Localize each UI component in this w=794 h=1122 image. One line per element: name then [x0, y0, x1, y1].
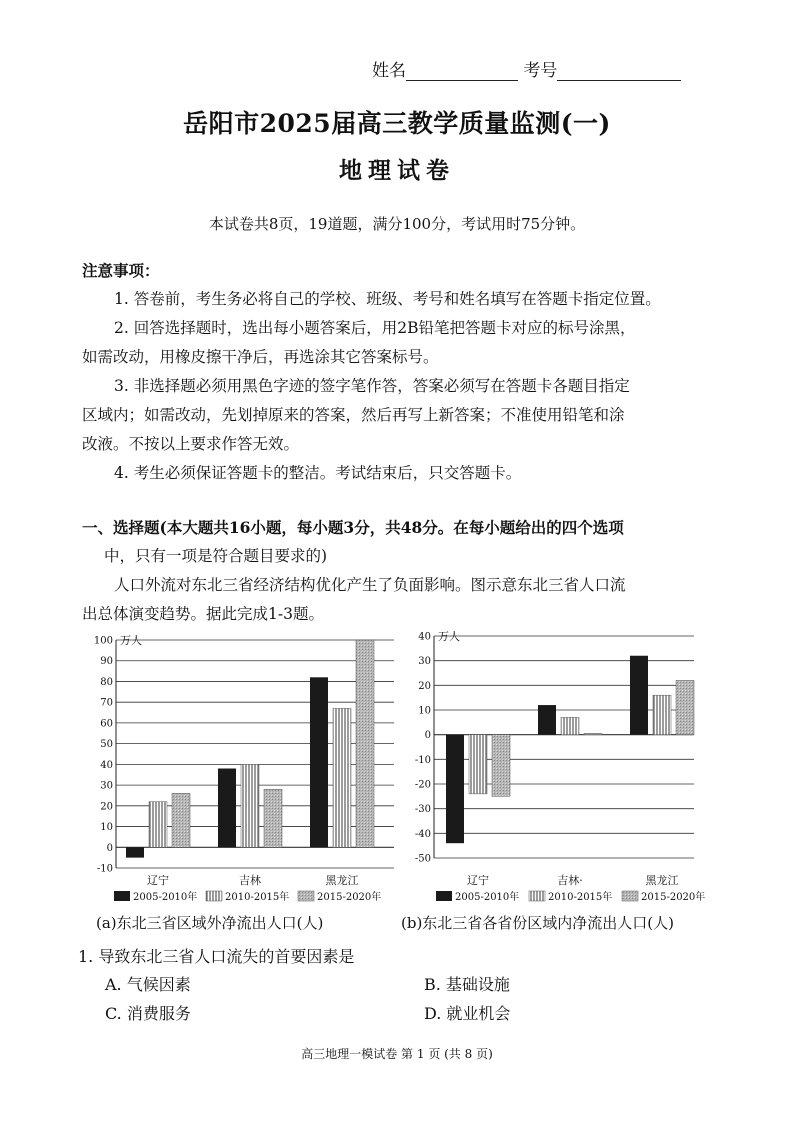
bar-1-series-1 [446, 735, 464, 844]
question-1-stem: 1. 导致东北三省人口流失的首要因素是 [78, 947, 355, 966]
notice-item-2b: 如需改动，用橡皮擦干净后，再选涂其它答案标号。 [82, 348, 439, 366]
notice-item-3b: 区域内；如需改动，先划掉原来的答案，然后再写上新答案；不准使用铅笔和涂 [82, 406, 625, 424]
y-tick-label: 0 [424, 730, 431, 742]
name-label: 姓名 [372, 61, 406, 81]
y-tick-label: 90 [100, 656, 113, 668]
x-category-label: 辽宁 [467, 874, 489, 887]
chart-a-caption: (a)东北三省区域外净流出人口(人) [96, 914, 324, 932]
bar-1-series-2 [149, 802, 167, 848]
bar-2-series-2 [561, 717, 579, 734]
notice-item-2a: 2. 回答选择题时，选出每小题答案后，用2B铅笔把答题卡对应的标号涂黑， [114, 319, 636, 337]
y-tick-label: 30 [100, 780, 113, 792]
chart-a-outflow-outside [80, 628, 400, 913]
bar-2-series-2 [241, 764, 259, 847]
legend-swatch-3 [298, 891, 314, 901]
name-blank[interactable] [406, 62, 518, 81]
legend-swatch-3 [622, 891, 638, 901]
bar-3-series-1 [630, 656, 648, 735]
x-category-label: 吉林 [239, 874, 261, 887]
exam-subtitle: 地理试卷 [339, 157, 455, 184]
y-tick-label: 60 [100, 718, 113, 730]
y-tick-label: -30 [414, 804, 431, 816]
y-tick-label: 10 [418, 705, 431, 717]
notice-item-3a: 3. 非选择题必须用黑色字迹的签字笔作答，答案必须写在答题卡各题目指定 [114, 377, 630, 395]
bar-2-series-1 [218, 769, 236, 848]
legend-label-1: 2005-2010年 [455, 892, 520, 903]
legend-swatch-2 [206, 891, 222, 901]
y-axis-unit-label: 万人 [120, 634, 142, 647]
y-tick-label: 70 [100, 697, 113, 709]
y-tick-label: -10 [414, 754, 431, 766]
bar-1-series-3 [492, 735, 510, 797]
legend-swatch-1 [114, 891, 130, 901]
x-category-label: 黑龙江 [645, 874, 679, 887]
question-stem-b: 出总体演变趋势。据此完成1-3题。 [82, 605, 324, 623]
exam-intro: 本试卷共8页，19道题，满分100分，考试用时75分钟。 [208, 215, 586, 233]
y-tick-label: 80 [100, 676, 113, 688]
y-axis-unit-label: 万人 [438, 630, 460, 643]
exam-title: 岳阳市2025届高三教学质量监测(一) [183, 109, 611, 138]
candidate-info [372, 56, 681, 81]
x-category-label: 吉林· [557, 874, 583, 887]
y-tick-label: 20 [418, 680, 431, 692]
y-tick-label: -20 [414, 779, 431, 791]
notice-item-1: 1. 答卷前，考生务必将自己的学校、班级、考号和姓名填写在答题卡指定位置。 [114, 290, 661, 308]
page-footer: 高三地理一模试卷 第 1 页 (共 8 页) [301, 1047, 493, 1061]
notice-item-3c: 改液。不按以上要求作答无效。 [82, 435, 300, 453]
question-stem-a: 人口外流对东北三省经济结构优化产生了负面影响。图示意东北三省人口流 [114, 576, 626, 594]
id-label: 考号 [523, 61, 558, 81]
bar-3-series-3 [356, 640, 374, 847]
bar-2-series-3 [584, 733, 602, 734]
notice-item-4: 4. 考生必须保证答题卡的整洁。考试结束后，只交答题卡。 [114, 464, 522, 482]
legend-label-3: 2015-2020年 [317, 892, 382, 903]
x-category-label: 辽宁 [147, 874, 169, 887]
bar-1-series-2 [469, 735, 487, 794]
legend-swatch-1 [436, 891, 452, 901]
legend-label-2: 2010-2015年 [225, 892, 290, 903]
bar-1-series-1 [126, 847, 144, 857]
bar-3-series-3 [676, 680, 694, 734]
legend-swatch-2 [529, 891, 545, 901]
y-tick-label: 40 [418, 631, 431, 643]
bar-1-series-3 [172, 793, 190, 847]
option-a[interactable]: A. 气候因素 [105, 975, 191, 994]
chart-b-caption: (b)东北三省各省份区域内净流出人口(人) [401, 914, 675, 932]
legend-label-1: 2005-2010年 [133, 892, 198, 903]
option-c[interactable]: C. 消费服务 [105, 1004, 191, 1023]
bar-3-series-2 [333, 708, 351, 847]
section-heading-a: 一、选择题(本大题共16小题，每小题3分，共48分。在每小题给出的四个选项 [82, 518, 624, 537]
x-category-label: 黑龙江 [325, 874, 359, 887]
bar-2-series-3 [264, 789, 282, 847]
y-tick-label: 100 [93, 635, 113, 647]
legend-label-2: 2010-2015年 [548, 892, 613, 903]
bar-3-series-1 [310, 677, 328, 847]
y-tick-label: -50 [414, 853, 431, 865]
y-tick-label: -40 [414, 828, 431, 840]
option-d[interactable]: D. 就业机会 [424, 1004, 511, 1023]
chart-b-outflow-inside [398, 628, 723, 913]
y-tick-label: 30 [418, 656, 431, 668]
bar-3-series-2 [653, 695, 671, 734]
y-tick-label: 0 [106, 842, 113, 854]
y-tick-label: 20 [100, 801, 113, 813]
y-tick-label: -10 [96, 863, 113, 875]
section-heading-b: 中，只有一项是符合题目要求的) [104, 547, 328, 565]
bar-2-series-1 [538, 705, 556, 735]
option-b[interactable]: B. 基础设施 [424, 975, 510, 994]
legend-label-3: 2015-2020年 [641, 892, 706, 903]
id-blank[interactable] [557, 62, 681, 81]
y-tick-label: 50 [100, 739, 113, 751]
y-tick-label: 40 [100, 759, 113, 771]
y-tick-label: 10 [100, 822, 113, 834]
notice-heading: 注意事项： [82, 261, 160, 280]
